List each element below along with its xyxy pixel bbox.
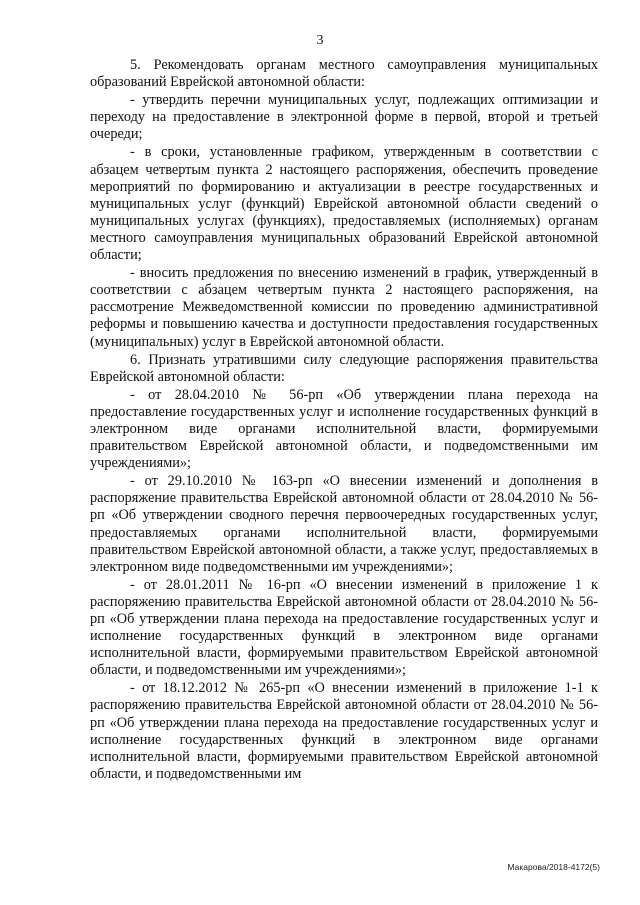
document-body [90,57,598,783]
paragraph-item-5-bullet-2: - в сроки, установленные графиком, утвержденным в соответствии с абзацем четвертым пункта 2 настоящего распоряжения, обеспечить проведение мероприятий по формированию и актуализации в реестре государственных и муниципальных услуг (функций) Еврейской автономной области сведений о муниципальных услугах (функциях), предоставляемых (исполняемых) органам местного самоуправления муниципальных образований Еврейской автономной области; [90,144,598,264]
paragraph-item-5-bullet-1: - утвердить перечни муниципальных услуг, подлежащих оптимизации и переходу на предоставление в электронной форме в первой, второй и третьей очереди; [90,92,598,143]
paragraph-item-6-bullet-3: - от 28.01.2011 № 16-рп «О внесении изменений в приложение 1 к распоряжению правительства Еврейской автономной области от 28.04.2010 № 56-рп «Об утверждении плана перехода на предоставление государственных услуг и исполнение государственных функций в электронном виде органами исполнительной власти, формируемыми правительством Еврейской автономной области, и подведомственными им учреждениями»; [90,576,598,679]
paragraph-item-6: 6. Признать утратившими силу следующие распоряжения правительства Еврейской автономной области: [90,351,598,385]
paragraph-item-5: 5. Рекомендовать органам местного самоуправления муниципальных образований Еврейской автономной области: [90,57,598,91]
page-number: 3 [316,33,324,48]
paragraph-item-6-bullet-2: - от 29.10.2010 № 163-рп «О внесении изменений и дополнения в распоряжение правительства Еврейской автономной области от 28.04.2010 № 56-рп «Об утверждении сводного перечня первоочередных государственных услуг, предоставляемых органами исполнительной власти, формируемыми правительством Еврейской автономной области, а также услуг, предоставляемых в электронном виде подведомственными им учреждениями»; [90,473,598,575]
paragraph-item-6-bullet-1: - от 28.04.2010 № 56-рп «Об утверждении плана перехода на предоставление государственных услуг и исполнение государственных функций в электронном виде органами исполнительной власти, формируемыми правительством Еврейской автономной области, и подведомственными им учреждениями»; [90,386,598,472]
document-registration-code: Макарова/2018-4172(5) [507,862,600,872]
paragraph-item-6-bullet-4: - от 18.12.2012 № 265-рп «О внесении изменений в приложение 1-1 к распоряжению правительства Еврейской автономной области от 28.04.2010 № 56-рп «Об утверждении плана перехода на предоставление государственных услуг и исполнение государственных функций в электронном виде органами исполнительной власти, формируемыми правительством Еврейской автономной области, и подведомственными им [90,680,598,782]
paragraph-item-5-bullet-3: - вносить предложения по внесению изменений в график, утвержденный в соответствии с абзацем четвертым пункта 2 настоящего распоряжения, на рассмотрение Межведомственной комиссии по проведению административной реформы и повышению качества и доступности предоставления государственных (муниципальных) услуг в Еврейской автономной области. [90,265,598,350]
